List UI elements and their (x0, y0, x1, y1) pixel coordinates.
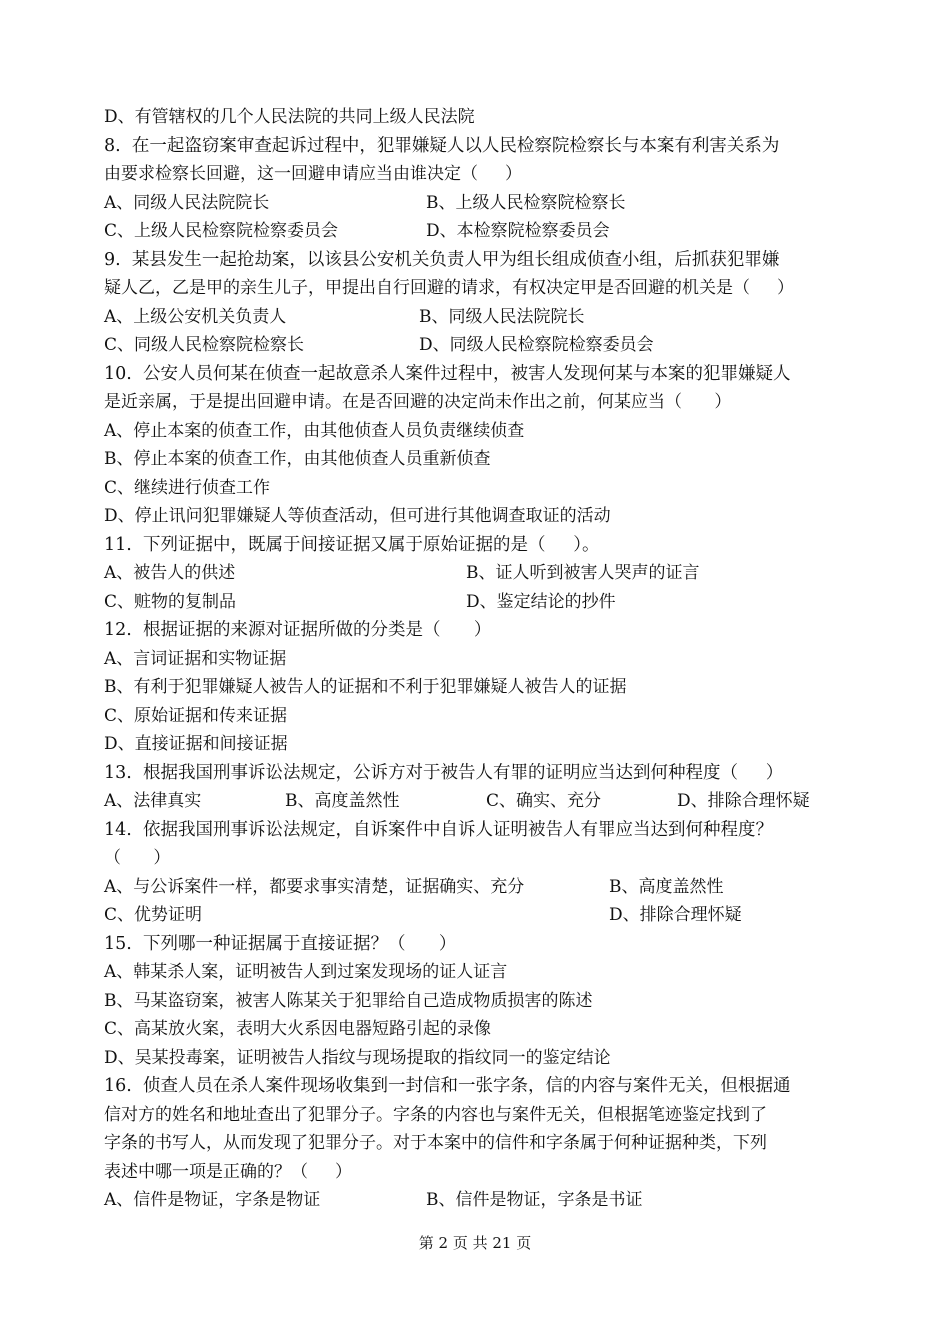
option-text: B、高度盖然性 (609, 877, 724, 897)
text-line: B、有利于犯罪嫌疑人被告人的证据和不利于犯罪嫌疑人被告人的证据 (104, 677, 627, 697)
option-text: B、高度盖然性 (285, 791, 400, 811)
text-line: （ ） (104, 848, 171, 868)
text-line: 字条的书写人，从而发现了犯罪分子。对于本案中的信件和字条属于何种证据种类，下列 (104, 1133, 767, 1153)
question-stem-line: 10. 公安人员何某在侦查一起故意杀人案件过程中，被害人发现何某与本案的犯罪嫌疑人 (104, 364, 791, 384)
text-line: A、言词证据和实物证据 (104, 649, 287, 669)
text-line: A、停止本案的侦查工作，由其他侦查人员负责继续侦查 (104, 421, 525, 441)
text-line: 信对方的姓名和地址查出了犯罪分子。字条的内容也与案件无关，但根据笔迹鉴定找到了 (104, 1105, 767, 1125)
question-stem-line: 8. 在一起盗窃案审查起诉过程中，犯罪嫌疑人以人民检察院检察长与本案有利害关系为 (104, 136, 780, 156)
text-line: C、高某放火案，表明大火系因电器短路引起的录像 (104, 1019, 492, 1039)
option-text: D、排除合理怀疑 (609, 905, 742, 925)
option-text: D、同级人民检察院检察委员会 (419, 335, 654, 355)
option-text: D、排除合理怀疑 (677, 791, 810, 811)
text-line: C、同级人民检察院检察长 (104, 335, 305, 355)
question-stem-line: 16. 侦查人员在杀人案件现场收集到一封信和一张字条，信的内容与案件无关，但根据通 (104, 1076, 791, 1096)
option-text: B、信件是物证，字条是书证 (426, 1190, 643, 1210)
text-line: A、信件是物证，字条是物证 (104, 1190, 321, 1210)
text-line: B、马某盗窃案，被害人陈某关于犯罪给自己造成物质损害的陈述 (104, 991, 593, 1011)
text-line: D、停止讯问犯罪嫌疑人等侦查活动，但可进行其他调查取证的活动 (104, 506, 611, 526)
question-stem-line: 15. 下列哪一种证据属于直接证据？（ ） (104, 934, 457, 954)
option-text: B、上级人民检察院检察长 (426, 193, 626, 213)
page-footer: 第 2 页 共 21 页 (418, 1234, 532, 1252)
text-line: A、同级人民法院院长 (104, 193, 270, 213)
option-text: D、本检察院检察委员会 (426, 221, 610, 241)
option-text: C、确实、充分 (486, 791, 602, 811)
text-line: A、与公诉案件一样，都要求事实清楚，证据确实、充分 (104, 877, 525, 897)
text-line: A、法律真实 (104, 791, 202, 811)
question-stem-line: 11. 下列证据中，既属于间接证据又属于原始证据的是（ ）。 (104, 535, 600, 555)
text-line: A、韩某杀人案，证明被告人到过案发现场的证人证言 (104, 962, 508, 982)
text-line: C、上级人民检察院检察委员会 (104, 221, 339, 241)
option-text: D、鉴定结论的抄件 (466, 592, 616, 612)
text-line: C、继续进行侦查工作 (104, 478, 271, 498)
option-text: B、同级人民法院院长 (419, 307, 585, 327)
text-line: C、赃物的复制品 (104, 592, 237, 612)
text-line: A、上级公安机关负责人 (104, 307, 287, 327)
text-line: 表述中哪一项是正确的？（ ） (104, 1162, 353, 1182)
text-line: A、被告人的供述 (104, 563, 236, 583)
text-line: D、吴某投毒案，证明被告人指纹与现场提取的指纹同一的鉴定结论 (104, 1048, 611, 1068)
text-line: C、优势证明 (104, 905, 203, 925)
question-stem-line: 12. 根据证据的来源对证据所做的分类是（ ） (104, 620, 492, 640)
text-line: C、原始证据和传来证据 (104, 706, 288, 726)
question-stem-line: 13. 根据我国刑事诉讼法规定，公诉方对于被告人有罪的证明应当达到何种程度（ ） (104, 763, 784, 783)
question-stem-line: 9. 某县发生一起抢劫案，以该县公安机关负责人甲为组长组成侦查小组，后抓获犯罪嫌 (104, 250, 780, 270)
text-line: D、有管辖权的几个人民法院的共同上级人民法院 (104, 107, 475, 127)
question-stem-line: 14. 依据我国刑事诉讼法规定，自诉案件中自诉人证明被告人有罪应当达到何种程度？ (104, 820, 773, 840)
text-line: 由要求检察长回避，这一回避申请应当由谁决定（ ） (104, 164, 523, 184)
text-line: D、直接证据和间接证据 (104, 734, 288, 754)
option-text: B、证人听到被害人哭声的证言 (466, 563, 700, 583)
text-line: 疑人乙，乙是甲的亲生儿子，甲提出自行回避的请求，有权决定甲是否回避的机关是（ ） (104, 278, 795, 298)
text-line: B、停止本案的侦查工作，由其他侦查人员重新侦查 (104, 449, 491, 469)
text-line: 是近亲属，于是提出回避申请。在是否回避的决定尚未作出之前，何某应当（ ） (104, 392, 732, 412)
